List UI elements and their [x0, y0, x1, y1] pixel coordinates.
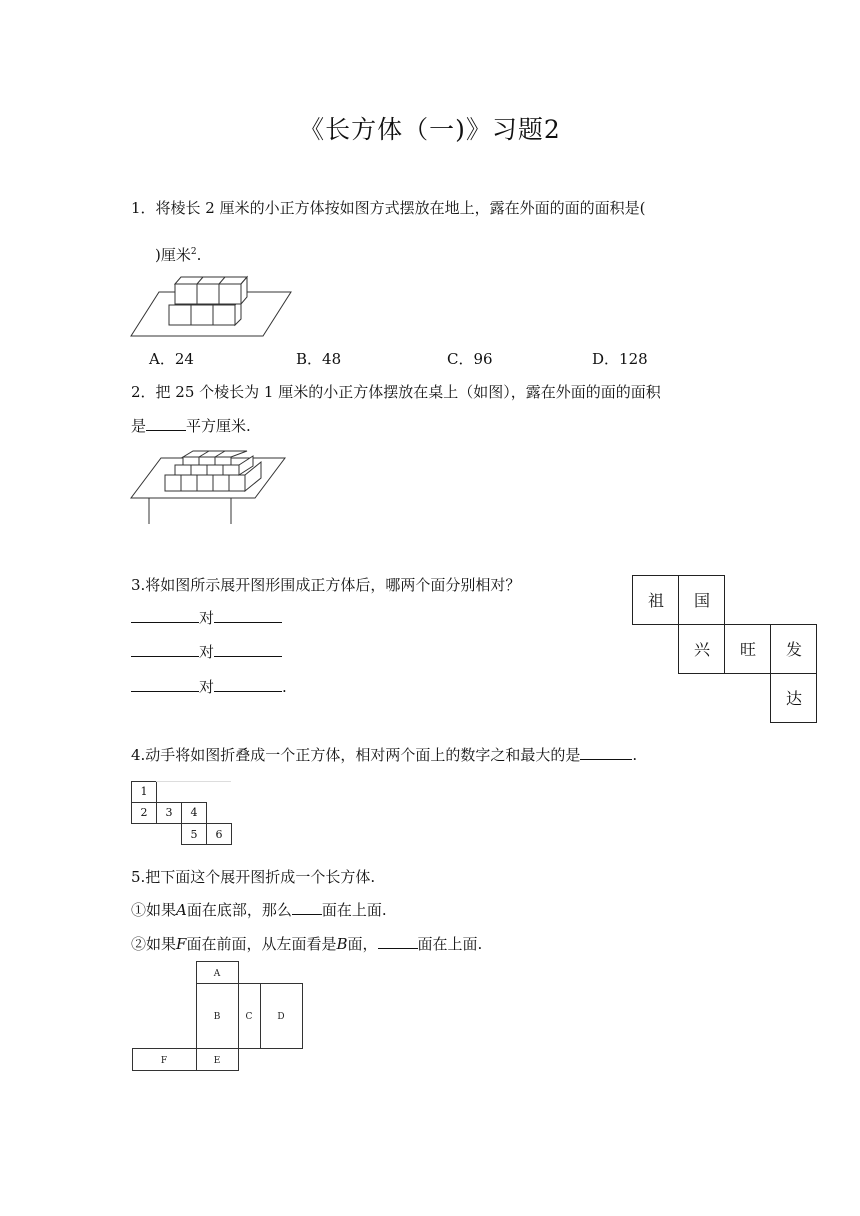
q5-face-e: E — [213, 1056, 221, 1066]
q5-face-a: A — [213, 969, 221, 979]
q4-end: . — [632, 746, 638, 764]
q2-line2 — [131, 416, 251, 436]
q4-cell-2: 2 — [140, 806, 148, 819]
q5-net-figure — [131, 961, 305, 1073]
q5-sub2 — [131, 934, 482, 954]
q4-cell-3: 3 — [165, 806, 173, 819]
q3-blank-1b[interactable] — [214, 608, 282, 623]
q5-sub2-mid: 面在前面，从左面看是 — [186, 935, 337, 953]
q5-sub1-post: 面在底部，那么 — [186, 901, 292, 919]
q5-sub1 — [131, 900, 387, 920]
q4-cell-5: 5 — [190, 828, 198, 841]
q4-answer-blank[interactable] — [580, 745, 632, 760]
q3-face-6: 达 — [785, 691, 803, 708]
q3-face-1: 祖 — [647, 593, 665, 610]
q5-text: 5.把下面这个展开图折成一个长方体. — [131, 868, 376, 886]
q5-face-f: F — [160, 1056, 168, 1066]
q5-sub2-mid2: 面， — [347, 935, 378, 953]
q3-pair-word: 对 — [199, 609, 215, 627]
q5-face-d: D — [277, 1012, 285, 1022]
q2-answer-blank[interactable] — [146, 416, 186, 431]
page-title: 《长方体（一)》习题2 — [299, 115, 561, 144]
q3-blank-2b[interactable] — [214, 642, 282, 657]
q1-option-d: D．128 — [592, 350, 648, 368]
q3-face-3: 兴 — [693, 642, 711, 659]
q4-question: 4.动手将如图折叠成一个正方体，相对两个面上的数字之和最大的是 — [131, 746, 581, 764]
q3-face-4: 旺 — [739, 642, 757, 659]
q2-line1: 2．把 25 个棱长为 1 厘米的小正方体摆放在桌上（如图），露在外面的面的面积 — [131, 383, 661, 401]
q3-blank-1a[interactable] — [131, 608, 199, 623]
q3-face-5: 发 — [785, 642, 803, 659]
q4-net-figure — [131, 779, 233, 849]
q3-blank-3a[interactable] — [131, 677, 199, 692]
q3-face-2: 国 — [693, 593, 711, 610]
q5-sub2-var2: B — [336, 935, 348, 953]
q4-cell-4: 4 — [190, 806, 198, 819]
q1-option-b: B．48 — [296, 350, 342, 368]
q3-end: . — [282, 678, 287, 696]
q3-pair-3 — [131, 677, 287, 697]
q3-blank-2a[interactable] — [131, 642, 199, 657]
q2-post: 平方厘米. — [186, 417, 251, 435]
q3-net-figure — [632, 575, 818, 725]
q1-unit: )厘米 — [155, 246, 191, 264]
q5-sub2-blank[interactable] — [378, 934, 418, 949]
q5-sub1-var: A — [176, 901, 187, 919]
q3-pair-word: 对 — [199, 678, 215, 696]
q4-cell-6: 6 — [215, 828, 223, 841]
q1-text-cont — [155, 242, 201, 265]
q5-sub1-pre: ①如果 — [131, 901, 177, 919]
q3-blank-3b[interactable] — [214, 677, 282, 692]
q3-text: 3.将如图所示展开图形围成正方体后，哪两个面分别相对？ — [131, 576, 521, 594]
q3-pair-word: 对 — [199, 643, 215, 661]
q2-figure — [131, 448, 287, 526]
q4-cell-1: 1 — [140, 785, 148, 798]
q3-pair-2 — [131, 642, 282, 662]
q1-end: . — [196, 246, 202, 264]
q5-sub1-blank[interactable] — [292, 900, 322, 915]
q5-sub2-pre: ②如果 — [131, 935, 177, 953]
q5-sub1-end: 面在上面. — [321, 901, 387, 919]
q5-face-c: C — [245, 1012, 253, 1022]
q1-unit-sup: 2 — [190, 247, 197, 257]
q2-pre: 是 — [131, 417, 147, 435]
q4-text — [131, 745, 637, 765]
q3-pair-1 — [131, 608, 282, 628]
q5-sub2-end: 面在上面. — [417, 935, 483, 953]
q1-option-a: A．24 — [149, 350, 194, 368]
q1-text: 1．将棱长 2 厘米的小正方体按如图方式摆放在地上，露在外面的面的面积是( — [131, 199, 646, 217]
q5-sub2-var: F — [176, 935, 187, 953]
q1-option-c: C．96 — [447, 350, 493, 368]
q1-figure — [131, 270, 291, 340]
q5-face-b: B — [213, 1012, 221, 1022]
